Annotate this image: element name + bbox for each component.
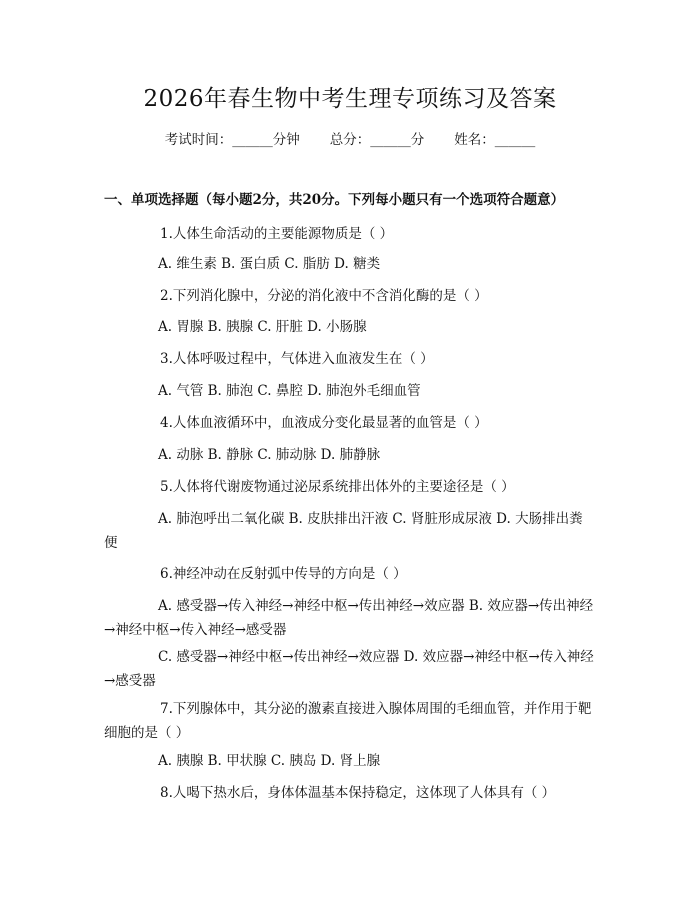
question-3-options: A. 气管 B. 肺泡 C. 鼻腔 D. 肺泡外毛细血管 (158, 383, 421, 399)
question-text: 人体血液循环中，血液成分变化最显著的血管是（ ） (172, 415, 488, 431)
question-6-options-cd: C. 感受器→神经中枢→传出神经→效应器 D. 效应器→神经中枢→传入神经→感受器 (104, 649, 594, 689)
question-5 (104, 475, 594, 499)
exam-info-line (0, 130, 700, 150)
question-1-options: A. 维生素 B. 蛋白质 C. 脂肪 D. 糖类 (158, 256, 381, 272)
question-text: 人体将代谢废物通过泌尿系统排出体外的主要途径是（ ） (172, 479, 515, 495)
section-heading: 一、单项选择题（每小题2分，共20分。下列每小题只有一个选项符合题意） (104, 192, 565, 208)
exam-time-field: 考试时间：______分钟 (164, 132, 300, 148)
page-title: 2026年春生物中考生理专项练习及答案 (143, 86, 557, 112)
question-5-options: A. 肺泡呼出二氧化碳 B. 皮肤排出汗液 C. 肾脏形成尿液 D. 大肠排出粪便 (104, 511, 583, 551)
question-4 (104, 411, 594, 435)
question-number: 8. (160, 785, 173, 801)
question-7-options: A. 胰腺 B. 甲状腺 C. 胰岛 D. 肾上腺 (158, 753, 381, 769)
question-text: 人体呼吸过程中，气体进入血液发生在（ ） (172, 351, 434, 367)
question-number: 7. (160, 701, 173, 717)
question-text: 神经冲动在反射弧中传导的方向是（ ） (172, 566, 407, 582)
question-8 (104, 781, 594, 805)
question-text: 下列消化腺中，分泌的消化液中不含消化酶的是（ ） (172, 288, 488, 304)
question-text: 人体生命活动的主要能源物质是（ ） (172, 226, 394, 242)
question-1 (104, 222, 594, 246)
question-number: 6. (160, 566, 173, 582)
question-number: 5. (160, 479, 173, 495)
question-number: 2. (160, 288, 173, 304)
question-2 (104, 284, 594, 308)
total-score-field: 总分：______分 (329, 132, 425, 148)
question-4-options: A. 动脉 B. 静脉 C. 肺动脉 D. 肺静脉 (158, 447, 381, 463)
question-number: 1. (160, 226, 173, 242)
question-number: 4. (160, 415, 173, 431)
question-7 (104, 697, 594, 745)
question-number: 3. (160, 351, 173, 367)
question-text: 下列腺体中，其分泌的激素直接进入腺体周围的毛细血管，并作用于靶细胞的是（ ） (104, 701, 592, 741)
student-name-field: 姓名：______ (454, 132, 536, 148)
question-2-options: A. 胃腺 B. 胰腺 C. 肝脏 D. 小肠腺 (158, 319, 367, 335)
question-text: 人喝下热水后，身体体温基本保持稳定，这体现了人体具有（ ） (172, 785, 556, 801)
question-6-options-ab: A. 感受器→传入神经→神经中枢→传出神经→效应器 B. 效应器→传出神经→神经中枢→传入神经→感受器 (104, 598, 594, 638)
question-3 (104, 347, 594, 371)
question-6 (104, 562, 594, 586)
